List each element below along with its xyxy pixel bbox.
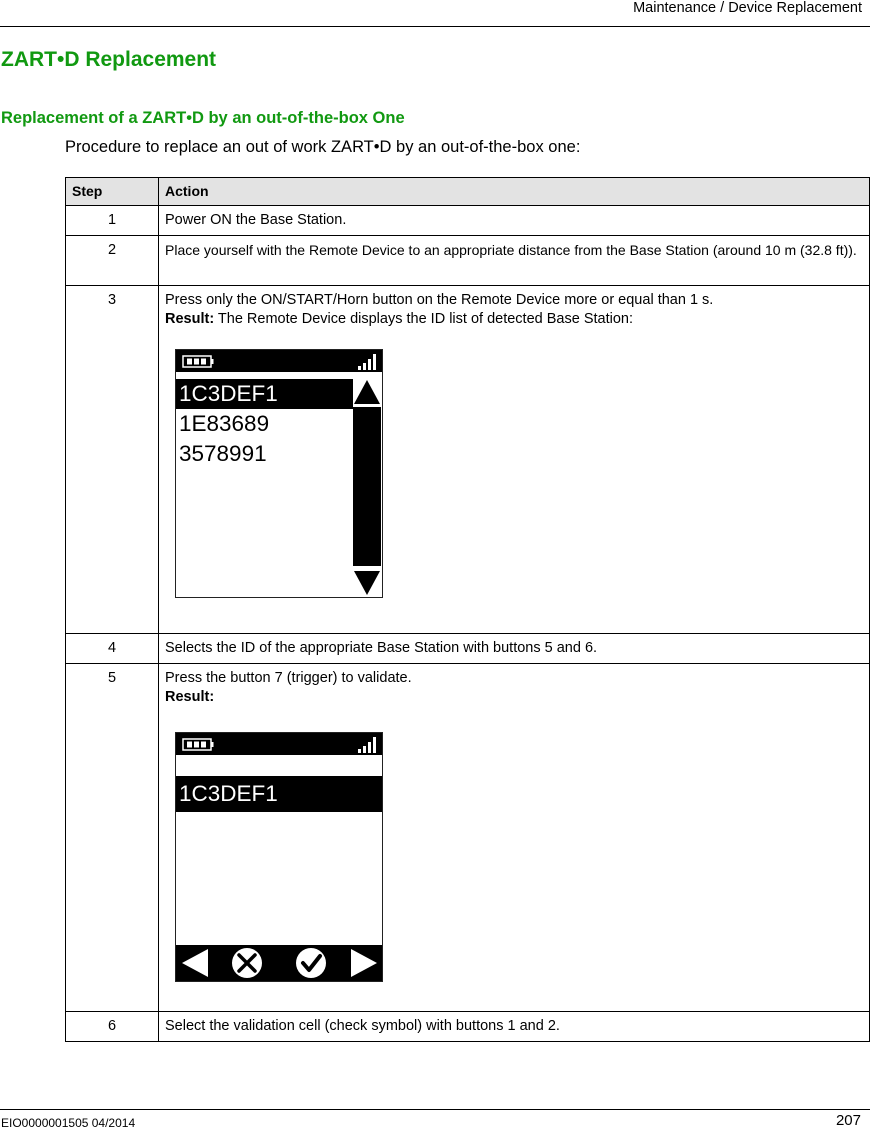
check-icon [296,948,326,978]
device-screen-confirm [175,732,383,982]
table-row [66,1012,870,1042]
step-action: Select the validation cell (check symbol) with buttons 1 and 2. [159,1012,870,1042]
step-action: Selects the ID of the appropriate Base Station with buttons 5 and 6. [159,634,870,664]
table-row [66,634,870,664]
step-action: Press only the ON/START/Horn button on the Remote Device more or equal than 1 s. [165,292,714,308]
status-bar [176,350,382,372]
step-number: 6 [66,1012,159,1042]
list-item[interactable]: 1E83689 [179,411,270,436]
battery-icon [182,738,214,751]
step-action: Power ON the Base Station. [159,206,870,236]
scrollbar[interactable] [352,372,382,598]
right-arrow-icon [351,949,377,977]
page-number: 207 [835,1112,861,1129]
step-action: Press the button 7 (trigger) to validate. [165,670,412,686]
left-arrow-icon [182,949,208,977]
header-rule [0,26,870,27]
action-column-header: Action [159,178,870,206]
footer-rule [0,1109,870,1110]
running-header-title: Maintenance / Device Replacement [633,0,862,16]
step-number: 2 [66,236,159,286]
result-label: Result: [165,311,215,327]
table-header-row [66,178,870,206]
list-item[interactable]: 1C3DEF1 [176,379,353,409]
scroll-up-arrow-icon [354,380,380,404]
selected-id-row[interactable]: 1C3DEF1 [176,776,382,812]
table-row [66,206,870,236]
scroll-thumb [353,407,381,566]
document-id: EIO0000001505 04/2014 [1,1116,136,1130]
battery-icon [182,355,214,368]
cancel-x-icon [232,948,262,978]
result-label: Result: [165,689,215,705]
step-action-cell [159,286,870,634]
step-action: Place yourself with the Remote Device to an appropriate distance from the Base Station (around 10 m (32.8 ft)). [159,236,870,286]
step-number: 5 [66,664,159,1012]
table-row [66,664,870,1012]
signal-strength-icon [358,353,378,370]
table-row [66,286,870,634]
section-title: ZART•D Replacement [1,48,217,71]
step-result [165,310,863,329]
step-number: 3 [66,286,159,634]
table-row [66,236,870,286]
list-item[interactable]: 3578991 [179,441,267,466]
intro-paragraph: Procedure to replace an out of work ZART•D by an out-of-the-box one: [65,138,581,156]
procedure-table [65,177,870,1042]
device-screen-id-list [175,349,383,598]
subsection-title: Replacement of a ZART•D by an out-of-the-box One [1,109,405,127]
step-column-header: Step [66,178,159,206]
step-action-cell [159,664,870,1012]
signal-strength-icon [358,736,378,753]
screen-button-bar [176,945,382,981]
result-text: The Remote Device displays the ID list of detected Base Station: [214,311,633,327]
status-bar [176,733,382,755]
step-number: 4 [66,634,159,664]
screen-button-bar-icons [176,945,382,981]
scroll-down-arrow-icon [354,571,380,595]
step-number: 1 [66,206,159,236]
